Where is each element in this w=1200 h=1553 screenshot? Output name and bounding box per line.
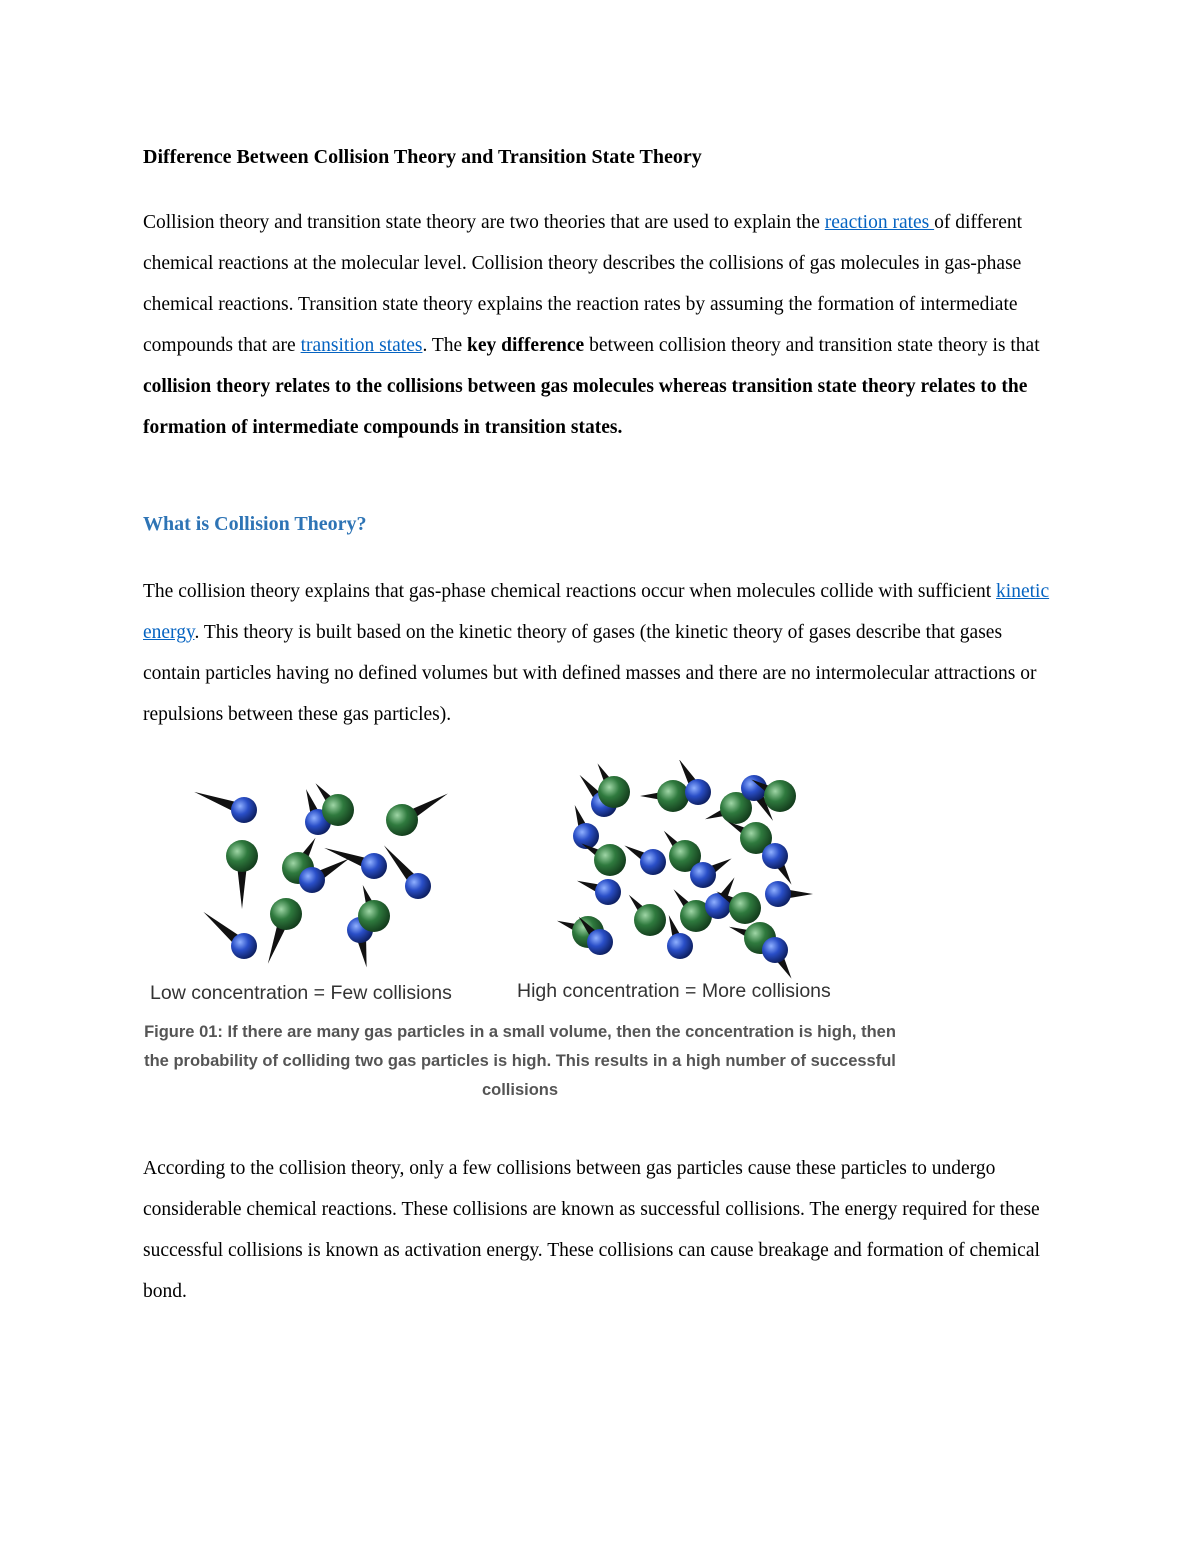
collision-text-1: The collision theory explains that gas-phase chemical reactions occur when molecules collide with sufficient: [143, 581, 997, 602]
low-concentration-label: Low concentration = Few collisions: [150, 982, 452, 1004]
blue-gas-particle: [361, 853, 387, 879]
high-concentration-label: High concentration = More collisions: [517, 980, 831, 1002]
blue-gas-particle: [299, 867, 325, 893]
blue-gas-particle: [231, 933, 257, 959]
transition-states-link[interactable]: transition states: [300, 335, 423, 356]
green-gas-particle: [598, 776, 630, 808]
closing-paragraph: According to the collision theory, only a few collisions between gas particles cause these particles to undergo considerable chemical reactions. These collisions are known as successful collisions. The energy required for these successful collisions is known as activation energy. These collisions can cause breakage and formation of chemical bond.: [143, 1158, 1040, 1302]
blue-gas-particle: [573, 823, 599, 849]
document-title: Difference Between Collision Theory and Transition State Theory: [143, 146, 702, 168]
intro-text-1: Collision theory and transition state theory are two theories that are used to explain the: [143, 212, 825, 233]
key-difference-bold: key difference: [467, 335, 585, 356]
section-heading-collision-theory: What is Collision Theory?: [143, 513, 367, 535]
key-difference-statement: collision theory relates to the collisions between gas molecules whereas transition state theory relates to the formation of intermediate compounds in transition states.: [143, 376, 1028, 438]
figure-01: [140, 760, 900, 1105]
blue-gas-particle: [690, 862, 716, 888]
reaction-rates-link[interactable]: reaction rates: [824, 212, 935, 233]
green-gas-particle: [634, 904, 666, 936]
blue-gas-particle: [667, 933, 693, 959]
green-gas-particle: [226, 840, 258, 872]
intro-text-4: between collision theory and transition state theory is that: [584, 335, 1040, 356]
green-gas-particle: [657, 780, 689, 812]
intro-text-2: of different chemical reactions at the molecular level. Collision theory describes the collisions of gas molecules in gas-phase chemical reactions. Transition state theory explains the reaction rates by assuming the formation of intermediate compounds that are: [143, 212, 1023, 356]
green-gas-particle: [358, 900, 390, 932]
green-gas-particle: [594, 844, 626, 876]
particle-illustration: [140, 760, 900, 985]
collision-text-2: . This theory is built based on the kinetic theory of gases (the kinetic theory of gases describe that gases contain particles having no defined volumes but with defined masses and there are no intermolecular attractions or repulsions between these gas particles).: [143, 622, 1037, 725]
collision-theory-paragraph: [143, 571, 1061, 735]
green-gas-particle: [764, 780, 796, 812]
green-gas-particle: [386, 804, 418, 836]
blue-gas-particle: [685, 779, 711, 805]
figure-caption: Figure 01: If there are many gas particles in a small volume, then the concentration is high, then the probability of colliding two gas particles is high. This results in a high number of successful collisions: [144, 1023, 896, 1099]
blue-gas-particle: [595, 879, 621, 905]
blue-gas-particle: [231, 797, 257, 823]
green-gas-particle: [270, 898, 302, 930]
green-gas-particle: [729, 892, 761, 924]
intro-text-3: . The: [422, 335, 468, 356]
blue-gas-particle: [640, 849, 666, 875]
green-gas-particle: [322, 794, 354, 826]
blue-gas-particle: [587, 929, 613, 955]
blue-gas-particle: [762, 843, 788, 869]
blue-gas-particle: [405, 873, 431, 899]
blue-gas-particle: [762, 937, 788, 963]
intro-paragraph: [143, 202, 1061, 448]
kinetic-energy-link[interactable]: kinetic energy: [143, 581, 1050, 643]
blue-gas-particle: [765, 881, 791, 907]
